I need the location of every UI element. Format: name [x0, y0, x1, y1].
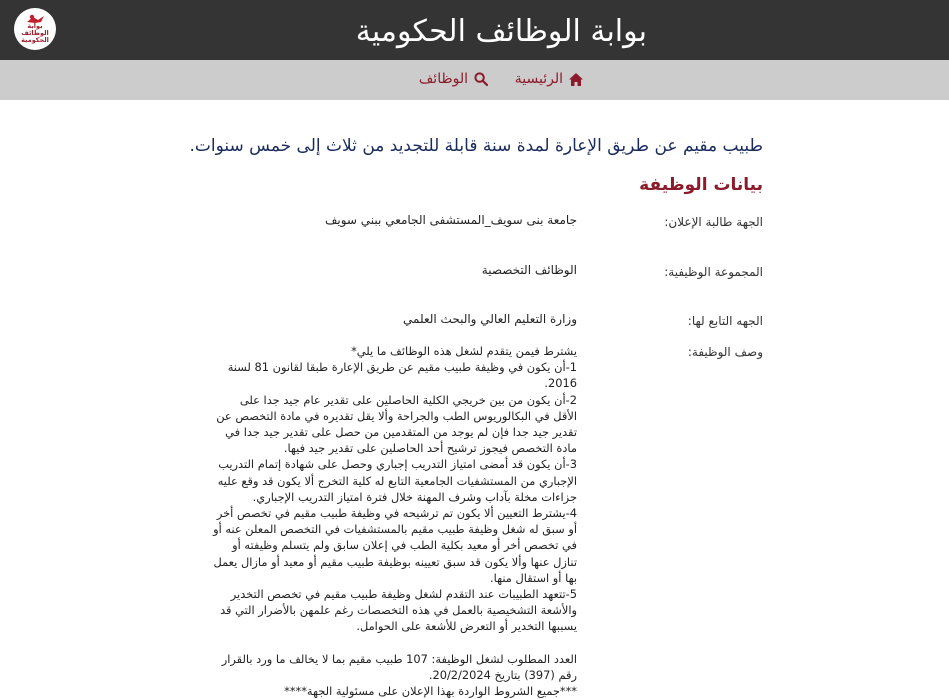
nav-jobs-label: الوظائف [418, 71, 468, 87]
section-heading: بيانات الوظيفة [639, 175, 763, 195]
site-title: بوابة الوظائف الحكومية [355, 14, 647, 49]
logo-text [14, 23, 56, 44]
field-value-affiliation: وزارة التعليم العالي والبحث العلمي [403, 312, 577, 326]
logo-text-line: الوظائف [21, 29, 49, 37]
field-label-advertiser: الجهة طالبة الإعلان: [664, 215, 763, 229]
description-line: 5-تتعهد الطبيبات عند التقدم لشغل وظيفة طبيب مقيم في تخصص التخدير والأشعة التشخيصية بالعمل في هذه التخصصات رغم علمهن بالأضرار التي قد يسببها التخدير أو التعرض للأشعة على الحوامل. [220, 587, 577, 634]
description-line: 3-أن يكون قد أمضى امتياز التدريب إجباري وحصل على شهادة إتمام التدريب الإجباري من المستشفيات الجامعية التابع له كلية التخرج ألا يكون قد وقع عليه جزاءات مخلة بآداب وشرف المهنة خلال فترة امتياز التدريب الإجباري. [217, 457, 577, 504]
job-title: طبيب مقيم عن طريق الإعارة لمدة سنة قابلة للتجديد من ثلاث إلى خمس سنوات. [189, 136, 763, 156]
main-nav [0, 60, 949, 100]
nav-home-label: الرئيسية [514, 71, 563, 87]
search-icon [474, 72, 488, 86]
logo-text-line: الحكومية [21, 36, 49, 44]
description-line: 4-يشترط التعيين ألا يكون تم ترشيحه في وظيفة طبيب مقيم في تخصص أخر أو سبق له شغل وظيفة طبيب مقيم بالمستشفيات في التخصص المعلن عنه أو في تخصص أخر أو معيد بكلية الطب في إعلان سابق ولم يتسلم وظيفته أو تنازل عنها وألا يكون قد سبق تعيينه بوظيفة طبيب مقيم أو معيد أو مازال يعمل بها أو استقال منها. [213, 506, 577, 585]
site-header [0, 0, 949, 60]
count-line: العدد المطلوب لشغل الوظيفة: 107 طبيب مقيم بما لا يخالف ما ورد بالقرار رقم (397) بتاريخ 20/2/2024. [221, 651, 577, 682]
description-line: يشترط فيمن يتقدم لشغل هذه الوظائف ما يلي* [351, 344, 577, 358]
field-value-advertiser: جامعة بنى سويف_المستشفى الجامعي ببني سويف [324, 213, 577, 227]
disclaimer-line: ***جميع الشروط الواردة بهذا الإعلان على مسئولية الجهة**** [284, 684, 577, 699]
nav-jobs-link[interactable] [419, 69, 488, 89]
field-label-description: وصف الوظيفة: [687, 345, 763, 359]
job-description [213, 343, 577, 699]
description-line: 1-أن يكون في وظيفة طبيب مقيم عن طريق الإعارة طبقا لقانون 81 لسنة 2016. [227, 360, 577, 391]
field-label-affiliation: الجهه التابع لها: [687, 314, 763, 328]
field-value-job-group: الوظائف التخصصية [481, 263, 577, 277]
description-line: 2-أن يكون من بين خريجي الكلية الحاصلين على تقدير عام جيد جدا على الأقل في البكالوريوس الطب والجراحة وألا يقل تقديره في مادة التخصص عن تقدير جيد جدا فإن لم يوجد من المتقدمين من حصل على تقدير جيد جدا في مادة التخصص فيجوز ترشيح أحد الحاصلين على تقدير جيد فيها. [216, 392, 577, 456]
logo-text-line: بوابة [27, 22, 43, 30]
site-logo[interactable] [14, 8, 56, 50]
home-icon [569, 73, 583, 86]
nav-home-link[interactable] [515, 69, 583, 89]
field-label-job-group: المجموعة الوظيفية: [664, 265, 763, 279]
